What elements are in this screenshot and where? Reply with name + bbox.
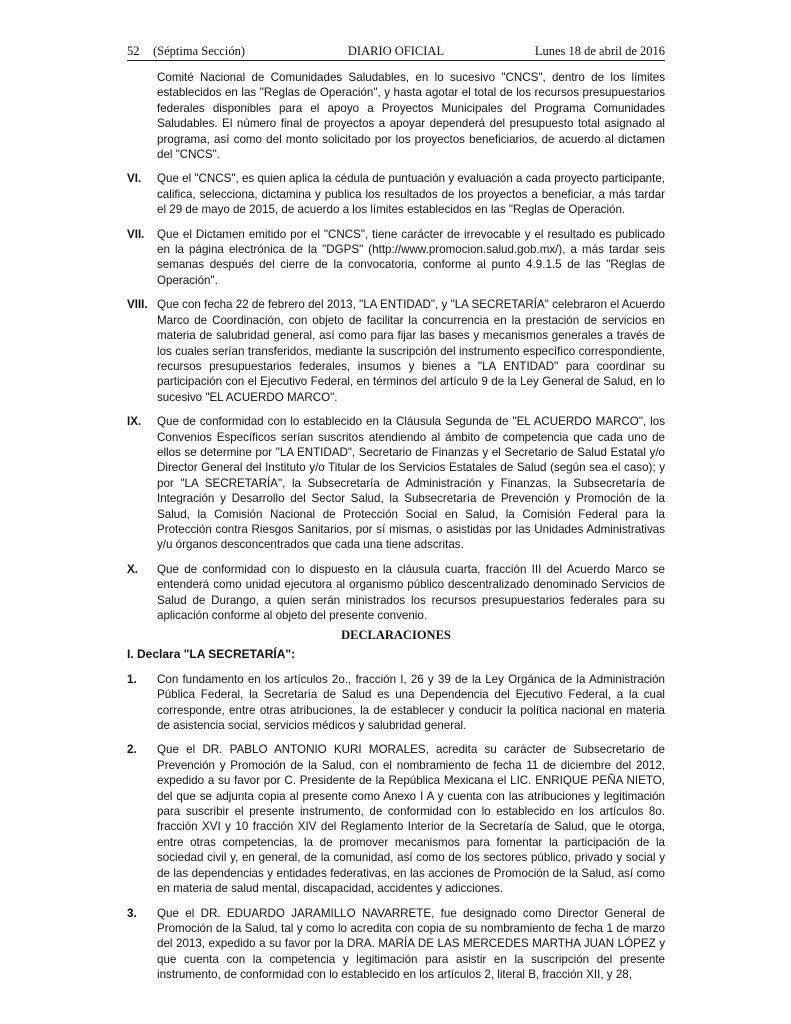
declaracion-item [127,906,665,983]
declaracion-item [127,672,665,734]
intro-continuation-paragraph: Comité Nacional de Comunidades Saludables, en lo sucesivo "CNCS", dentro de los límites establecidos en las "Reglas de Operación", y hasta agotar el total de los recursos presupuestarios federales disponibles para el apoyo a Proyectos Municipales del Programa Comunidades Saludables. El número final de proyectos a apoyar dependerá del presupuesto total asignado al programa, así como del monto solicitado por los proyectos beneficiarios, de acuerdo al dictamen del "CNCS". [157,71,665,162]
item-number: IX. [127,415,142,429]
item-text: Que el DR. EDUARDO JARAMILLO NAVARRETE, fue designado como Director General de Promoción de la Salud, tal y como lo acredita con copia de su nombramiento de fecha 1 de marzo del 2013, expedido a su favor por la DRA. MARÍA DE LAS MERCEDES MARTHA JUAN LÓPEZ y que cuenta con la competencia y legitimación para asistir en la suscripción del presente instrumento, de conformidad con lo establecido en los artículos 2, literal B, fracción XII, y 28, [157,906,665,982]
item-number: 3. [127,906,137,920]
document-body [127,70,665,992]
header-divider [127,60,665,61]
declaraciones-heading: DECLARACIONES [341,628,451,643]
item-text: Que de conformidad con lo dispuesto en la cláusula cuarta, fracción III del Acuerdo Marco se entenderá como unidad ejecutora al organismo público descentralizado denominado Servicios de Salud de Durango, a quien serán ministrados los recursos presupuestarios federales para su aplicación conforme al objeto del presente convenio. [157,562,665,622]
antecedente-item [127,171,665,217]
item-text: Con fundamento en los artículos 2o., fracción I, 26 y 39 de la Ley Orgánica de la Administración Pública Federal, la Secretaría de Salud es una Dependencia del Ejecutivo Federal, a la cual corresponde, entre otras atribuciones, la de establecer y conducir la política nacional en materia de asistencia social, servicios médicos y salubridad general. [157,672,665,733]
item-text: Que el DR. PABLO ANTONIO KURI MORALES, acredita su carácter de Subsecretario de Prevención y Promoción de la Salud, con el nombramiento de fecha 11 de diciembre del 2012, expedido a su favor por C. Presidente de la República Mexicana el LIC. ENRIQUE PEÑA NIETO, del que se adjunta copia al presente como Anexo I A y cuenta con las atribuciones y legitimación para suscribir el presente instrumento, de conformidad con lo establecido en los artículos 8o. fracción XVI y 10 fracción XIV del Reglamento Interior de la Secretaría de Salud, que le otorga, entre otras competencias, la de promover mecanismos para fomentar la participación de la sociedad civil y, en general, de la comunidad, así como de los sectores público, privado y social y de las dependencias y entidades federativas, en las acciones de Promoción de la Salud, así como en materia de salud mental, discapacidad, accidentes y adicciones. [157,743,665,896]
item-number: VIII. [127,298,148,312]
antecedente-item [127,562,665,624]
section-label: (Séptima Sección) [153,44,245,58]
item-text: Que con fecha 22 de febrero del 2013, "LA ENTIDAD", y "LA SECRETARÍA" celebraron el Acuerdo Marco de Coordinación, con objeto de facilitar la concurrencia en la prestación de servicios en materia de salubridad general, así como para fijar las bases y mecanismos generales a través de los cuales serían transferidos, mediante la suscripción del instrumento específico correspondiente, recursos presupuestarios federales, insumos y bienes a "LA ENTIDAD" para coordinar su participación con el Ejecutivo Federal, en términos del artículo 9 de la Ley General de Salud, en lo sucesivo "EL ACUERDO MARCO". [157,298,665,404]
item-text: Que de conformidad con lo establecido en la Cláusula Segunda de "EL ACUERDO MARCO", los Convenios Específicos serían suscritos atendiendo al ámbito de competencia que cada uno de ellos se determine por "LA ENTIDAD", Secretario de Finanzas y el Secretario de Salud Estatal y/o Director General del Instituto y/o Titular de los Servicios Estatales de Salud (según sea el caso); y por "LA SECRETARÍA", la Subsecretaría de Administración y Finanzas, la Subsecretaría de Integración y Desarrollo del Sector Salud, la Subsecretaría de Prevención y Promoción de la Salud, la Comisión Nacional de Protección Social en Salud, la Comisión Federal para la Protección contra Riesgos Sanitarios, por sí mismas, o asistidas por las Unidades Administrativas y/u órganos desconcentrados que cada una tiene adscritas. [157,415,665,552]
journal-title: DIARIO OFICIAL [347,44,445,58]
antecedente-item [127,227,665,289]
antecedente-item [127,297,665,405]
item-number: X. [127,562,138,576]
page-header [127,42,665,60]
antecedente-item [127,414,665,553]
item-number: 2. [127,743,137,757]
publication-date: Lunes 18 de abril de 2016 [534,44,665,58]
item-text: Que el Dictamen emitido por el "CNCS", tiene carácter de irrevocable y el resultado es publicado en la página electrónica de la "DGPS" (http://www.promocion.salud.gob.mx/), a más tardar seis semanas después del cierre de la convocatoria, conforme al punto 4.9.1.5 de las "Reglas de Operación". [157,227,665,287]
declaracion-item [127,742,665,896]
item-text: Que el "CNCS", es quien aplica la cédula de puntuación y evaluación a cada proyecto participante, califica, selecciona, dictamina y publica los resultados de los proyectos a beneficiar, a más tardar el 29 de mayo de 2015, de acuerdo a los límites establecidos en las "Reglas de Operación. [157,172,665,217]
item-number: 1. [127,672,137,686]
item-number: VI. [127,172,142,186]
page-number: 52 [127,44,140,58]
item-number: VII. [127,227,145,241]
declara-secretaria-heading: I. Declara "LA SECRETARÍA": [127,647,296,662]
